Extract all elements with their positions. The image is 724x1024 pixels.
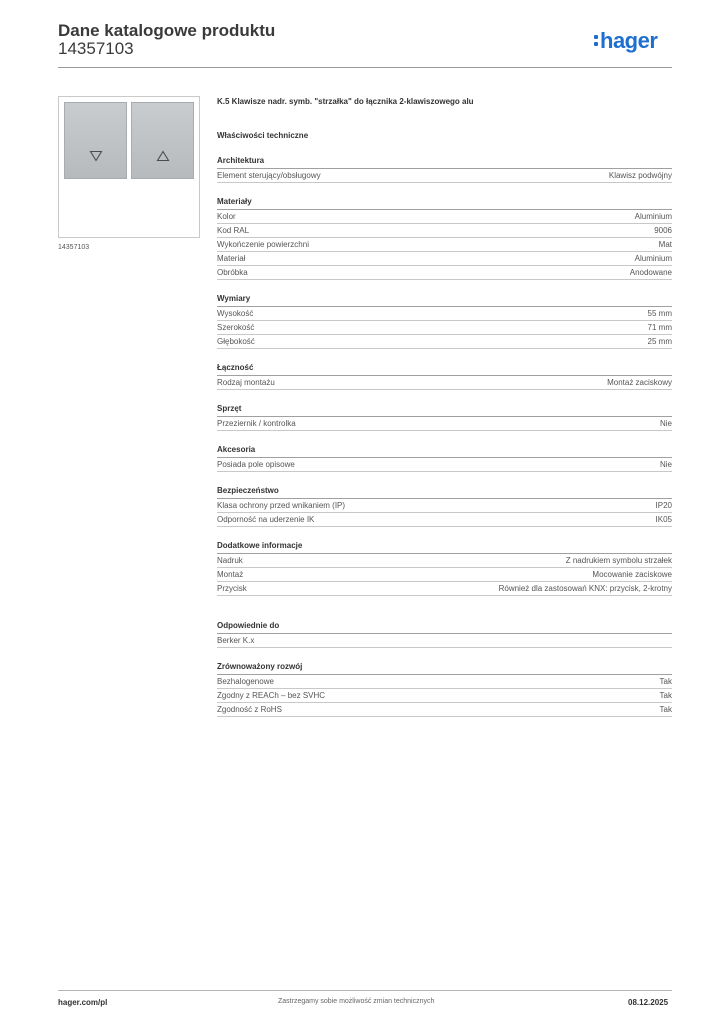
section-title: Zrównoważony rozwój xyxy=(217,661,672,675)
spec-row xyxy=(217,321,672,335)
spec-row xyxy=(217,210,672,224)
section-title: Sprzęt xyxy=(217,403,672,417)
logo-dots-icon xyxy=(594,33,598,47)
spec-value: IP20 xyxy=(655,501,672,510)
logo-text: hager xyxy=(600,28,658,53)
spec-row xyxy=(217,675,672,689)
spec-label: Przeziernik / kontrolka xyxy=(217,419,296,428)
spec-label: Nadruk xyxy=(217,556,243,565)
spec-value: 55 mm xyxy=(647,309,672,318)
spec-section xyxy=(217,293,672,349)
technical-properties-heading: Właściwości techniczne xyxy=(217,131,309,140)
footer-disclaimer: Zastrzegamy sobie możliwość zmian technicznych xyxy=(278,998,435,1005)
spec-value: Aluminium xyxy=(634,212,672,221)
spec-value: Klawisz podwójny xyxy=(608,171,672,180)
spec-row xyxy=(217,554,672,568)
spec-value: Mocowanie zaciskowe xyxy=(592,570,672,579)
spec-section xyxy=(217,661,672,717)
spec-row xyxy=(217,376,672,390)
spec-label: Kod RAL xyxy=(217,226,250,235)
product-image xyxy=(58,96,200,238)
spec-label: Szerokość xyxy=(217,323,255,332)
spec-section xyxy=(217,540,672,596)
product-number: 14357103 xyxy=(58,39,134,58)
section-title: Dodatkowe informacje xyxy=(217,540,672,554)
product-name: K.5 Klawisze nadr. symb. "strzałka" do łącznika 2-klawiszowego alu xyxy=(217,97,474,106)
spec-row xyxy=(217,266,672,280)
spec-row xyxy=(217,689,672,703)
spec-content xyxy=(217,96,672,717)
spec-value: Tak xyxy=(659,677,672,686)
section-title: Łączność xyxy=(217,362,672,376)
spec-value: Mat xyxy=(658,240,672,249)
section-title: Architektura xyxy=(217,155,672,169)
spec-label: Zgodność z RoHS xyxy=(217,705,282,714)
spec-section xyxy=(217,620,672,648)
spec-sections xyxy=(217,155,672,717)
spec-label: Rodzaj montażu xyxy=(217,378,275,387)
spec-row xyxy=(217,513,672,527)
spec-row xyxy=(217,458,672,472)
spec-row xyxy=(217,417,672,431)
spec-row xyxy=(217,499,672,513)
footer-divider xyxy=(58,990,672,991)
section-title: Akcesoria xyxy=(217,444,672,458)
spec-row xyxy=(217,568,672,582)
spec-value: Nie xyxy=(659,419,672,428)
spec-label: Bezhalogenowe xyxy=(217,677,274,686)
spec-label: Zgodny z REACh – bez SVHC xyxy=(217,691,326,700)
arrow-down-icon xyxy=(89,150,103,162)
spec-value: Tak xyxy=(659,691,672,700)
hager-logo xyxy=(594,28,657,54)
spec-value: Również dla zastosowań KNX: przycisk, 2-krotny xyxy=(498,584,672,593)
spec-value: Anodowane xyxy=(629,268,672,277)
spec-label: Montaż xyxy=(217,570,244,579)
spec-value: 9006 xyxy=(654,226,672,235)
spec-label: Klasa ochrony przed wnikaniem (IP) xyxy=(217,501,346,510)
spec-label: Materiał xyxy=(217,254,246,263)
arrow-up-icon xyxy=(156,150,170,162)
spec-row xyxy=(217,224,672,238)
header-divider xyxy=(58,67,672,68)
spec-value: Z nadrukiem symbolu strzałek xyxy=(565,556,672,565)
spec-row xyxy=(217,634,672,648)
spec-label: Wysokość xyxy=(217,309,254,318)
spec-row xyxy=(217,252,672,266)
section-title: Bezpieczeństwo xyxy=(217,485,672,499)
image-caption: 14357103 xyxy=(58,244,90,251)
footer-date: 08.12.2025 xyxy=(628,998,669,1007)
spec-label: Przycisk xyxy=(217,584,247,593)
spec-value: 71 mm xyxy=(647,323,672,332)
spec-label: Posiada pole opisowe xyxy=(217,460,295,469)
spec-section xyxy=(217,362,672,390)
spec-label: Wykończenie powierzchni xyxy=(217,240,309,249)
spec-value: IK05 xyxy=(655,515,672,524)
section-title: Materiały xyxy=(217,196,672,210)
spec-row xyxy=(217,703,672,717)
spec-value: Montaż zaciskowy xyxy=(607,378,672,387)
spec-section xyxy=(217,155,672,183)
spec-label: Berker K.x xyxy=(217,636,255,645)
spec-label: Odporność na uderzenie IK xyxy=(217,515,315,524)
spec-section xyxy=(217,485,672,527)
spec-value: Aluminium xyxy=(634,254,672,263)
spec-label: Głębokość xyxy=(217,337,255,346)
spec-section xyxy=(217,403,672,431)
section-title: Odpowiednie do xyxy=(217,620,672,634)
section-title: Wymiary xyxy=(217,293,672,307)
spec-label: Element sterujący/obsługowy xyxy=(217,171,321,180)
spec-value: Tak xyxy=(659,705,672,714)
spec-section xyxy=(217,196,672,280)
spec-row xyxy=(217,307,672,321)
spec-label: Obróbka xyxy=(217,268,248,277)
rocker-right xyxy=(131,102,194,179)
spec-row xyxy=(217,582,672,596)
spec-row xyxy=(217,238,672,252)
footer-website: hager.com/pl xyxy=(58,998,108,1007)
rocker-left xyxy=(64,102,127,179)
spec-row xyxy=(217,335,672,349)
spec-section xyxy=(217,444,672,472)
spec-row xyxy=(217,169,672,183)
page-title: Dane katalogowe produktu xyxy=(58,21,276,40)
spec-label: Kolor xyxy=(217,212,236,221)
spec-value: Nie xyxy=(659,460,672,469)
spec-value: 25 mm xyxy=(647,337,672,346)
